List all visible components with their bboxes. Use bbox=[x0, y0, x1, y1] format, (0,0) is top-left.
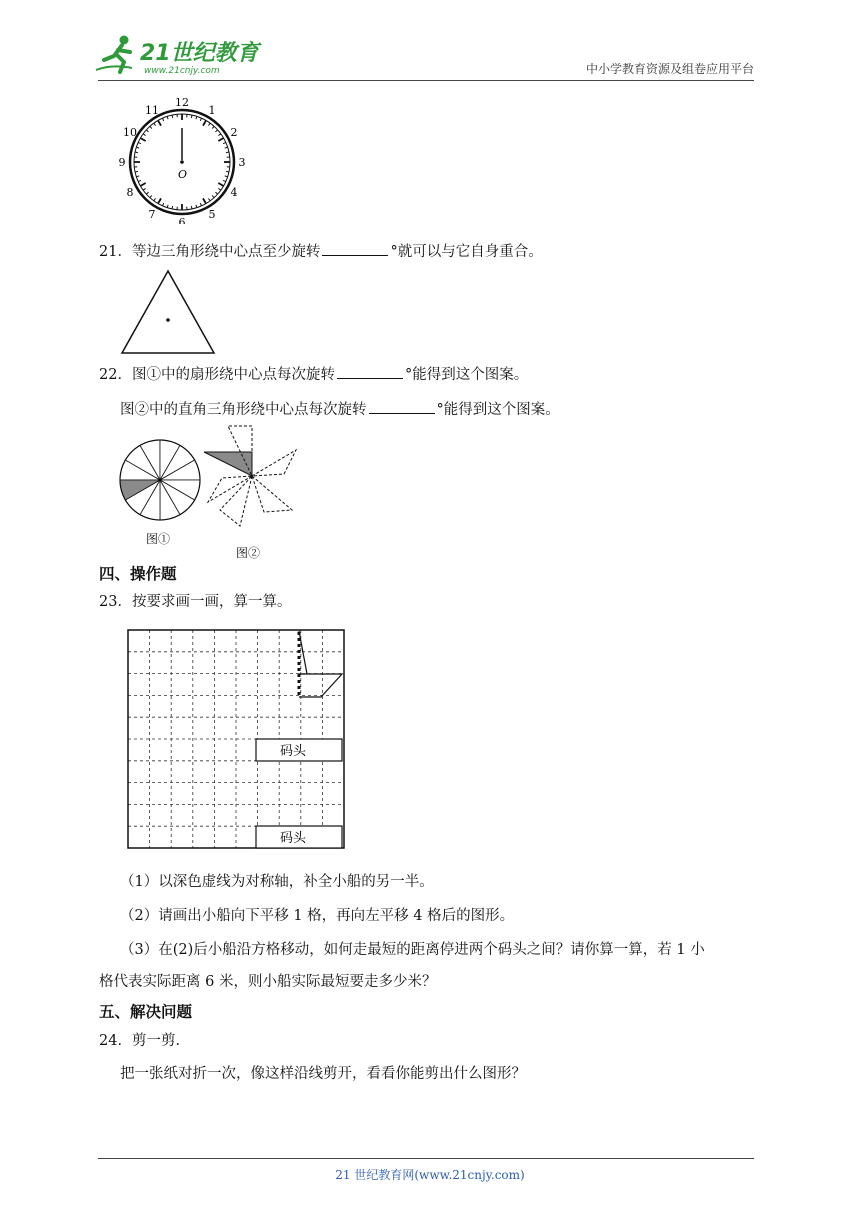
section-5-title: 五、解决问题 bbox=[99, 1003, 193, 1021]
clock-center-dot bbox=[180, 160, 184, 164]
clock-tick bbox=[146, 130, 148, 132]
clock-number: 4 bbox=[230, 186, 238, 199]
q22-line1-after: °能得到这个图案。 bbox=[404, 367, 529, 383]
equilateral-triangle bbox=[122, 271, 214, 353]
clock-tick bbox=[135, 171, 138, 172]
q24-intro: 24．剪一剪． bbox=[99, 1033, 190, 1049]
figure-1 bbox=[116, 436, 206, 548]
figure-2 bbox=[200, 416, 304, 558]
site-logo bbox=[92, 30, 262, 78]
q22-line2-before: 图②中的直角三角形绕中心点每次旋转 bbox=[120, 402, 367, 418]
clock-tick bbox=[167, 116, 168, 119]
clock-tick bbox=[172, 206, 173, 209]
clock-figure bbox=[118, 98, 248, 224]
clock-tick bbox=[158, 120, 161, 125]
header-right-text: 中小学教育资源及组卷应用平台 bbox=[585, 62, 754, 76]
clock-tick bbox=[138, 142, 141, 143]
clock-tick bbox=[203, 198, 206, 203]
footer-text: 21 世纪教育网(www.21cnjy.com) bbox=[335, 1168, 525, 1182]
q23-sub3-line1: （3）在(2)后小船沿方格移动，如何走最短的距离停进两个码头之间？请你算一算，若 1 小 bbox=[120, 942, 705, 958]
q23-intro: 23．按要求画一画，算一算。 bbox=[99, 594, 292, 610]
clock-tick bbox=[158, 198, 161, 203]
q21-text-after: °就可以与它自身重合。 bbox=[390, 244, 543, 260]
clock-tick bbox=[196, 116, 197, 119]
clock-number: 11 bbox=[145, 104, 159, 118]
figure-1-label: 图① bbox=[146, 532, 171, 546]
clock-tick bbox=[218, 188, 220, 190]
clock-tick bbox=[172, 115, 173, 118]
clock-tick bbox=[136, 176, 139, 177]
logo-sub-text: www.21cnjy.com bbox=[144, 66, 220, 76]
q24-body: 把一张纸对折一次，像这样沿线剪开，看看你能剪出什么图形？ bbox=[120, 1066, 526, 1082]
grid-figure bbox=[126, 628, 348, 852]
clock-tick bbox=[136, 147, 139, 148]
clock-tick bbox=[162, 203, 163, 206]
clock-tick bbox=[138, 180, 141, 181]
section-4-title: 四、操作题 bbox=[99, 565, 177, 583]
clock-tick bbox=[226, 171, 229, 172]
logo-main-text: 21世纪教育 bbox=[140, 41, 259, 66]
clock-number: 7 bbox=[148, 207, 156, 221]
clock-tick bbox=[208, 123, 210, 125]
clock-tick bbox=[150, 195, 152, 197]
figure-2-label: 图② bbox=[236, 546, 261, 560]
clock-tick bbox=[135, 152, 138, 153]
dock-2-label: 码头 bbox=[280, 831, 307, 846]
clock-tick bbox=[223, 142, 226, 143]
clock-tick bbox=[215, 192, 217, 194]
clock-number: 6 bbox=[178, 216, 186, 224]
dashed-triangles bbox=[208, 426, 296, 526]
q23-sub2: （2）请画出小船向下平移 1 格，再向左平移 4 格后的图形。 bbox=[120, 908, 515, 924]
clock-tick bbox=[167, 205, 168, 208]
triangle-center-dot bbox=[166, 318, 170, 322]
clock-tick bbox=[154, 123, 156, 125]
clock-tick bbox=[212, 126, 214, 128]
clock-tick bbox=[200, 118, 201, 121]
clock-number: 3 bbox=[238, 156, 246, 169]
clock-tick bbox=[215, 130, 217, 132]
clock-tick bbox=[162, 118, 163, 121]
clock-tick bbox=[146, 192, 148, 194]
clock-number: 9 bbox=[118, 156, 126, 169]
clock-tick bbox=[225, 147, 228, 148]
clock-tick bbox=[218, 134, 220, 136]
clock-tick bbox=[140, 183, 145, 186]
q22-answer-blank-1[interactable] bbox=[337, 364, 403, 379]
q21-text-before: 21．等边三角形绕中心点至少旋转 bbox=[99, 244, 321, 260]
runner-icon bbox=[96, 36, 132, 73]
clock-tick bbox=[191, 115, 192, 118]
clock-tick bbox=[154, 198, 156, 200]
clock-number: 8 bbox=[126, 186, 134, 199]
clock-tick bbox=[225, 176, 228, 177]
clock-tick bbox=[226, 152, 229, 153]
clock-tick bbox=[208, 198, 210, 200]
clock-number: 10 bbox=[123, 126, 138, 139]
clock-center-label: O bbox=[178, 168, 188, 181]
clock-tick bbox=[218, 183, 223, 186]
clock-tick bbox=[143, 188, 145, 190]
clock-tick bbox=[140, 138, 145, 141]
header-divider bbox=[98, 80, 754, 81]
clock-tick bbox=[191, 206, 192, 209]
q23-sub3-line2: 格代表实际距离 6 米，则小船实际最短要走多少米？ bbox=[99, 974, 437, 990]
clock-tick bbox=[200, 203, 201, 206]
clock-tick bbox=[196, 205, 197, 208]
clock-tick bbox=[150, 126, 152, 128]
question-21 bbox=[99, 241, 543, 262]
clock-number: 12 bbox=[175, 98, 189, 109]
q22-answer-blank-2[interactable] bbox=[369, 399, 435, 414]
clock-tick bbox=[218, 138, 223, 141]
shaded-right-triangle bbox=[204, 452, 252, 476]
dock-1-label: 码头 bbox=[280, 744, 307, 759]
q21-answer-blank[interactable] bbox=[322, 241, 388, 256]
clock-tick bbox=[203, 120, 206, 125]
clock-tick bbox=[212, 195, 214, 197]
clock-number: 1 bbox=[208, 104, 216, 118]
question-22-line1 bbox=[99, 364, 528, 385]
q23-sub1: （1）以深色虚线为对称轴，补全小船的另一半。 bbox=[120, 874, 434, 890]
question-22-line2 bbox=[120, 399, 560, 420]
footer-divider bbox=[98, 1158, 754, 1159]
q22-line2-after: °能得到这个图案。 bbox=[436, 402, 560, 418]
triangle-figure bbox=[118, 268, 218, 358]
boat-half bbox=[299, 631, 342, 697]
clock-tick bbox=[143, 134, 145, 136]
q22-line1-before: 22．图①中的扇形绕中心点每次旋转 bbox=[99, 367, 335, 383]
clock-number: 5 bbox=[208, 207, 216, 221]
clock-number: 2 bbox=[230, 126, 238, 139]
clock-tick bbox=[223, 180, 226, 181]
